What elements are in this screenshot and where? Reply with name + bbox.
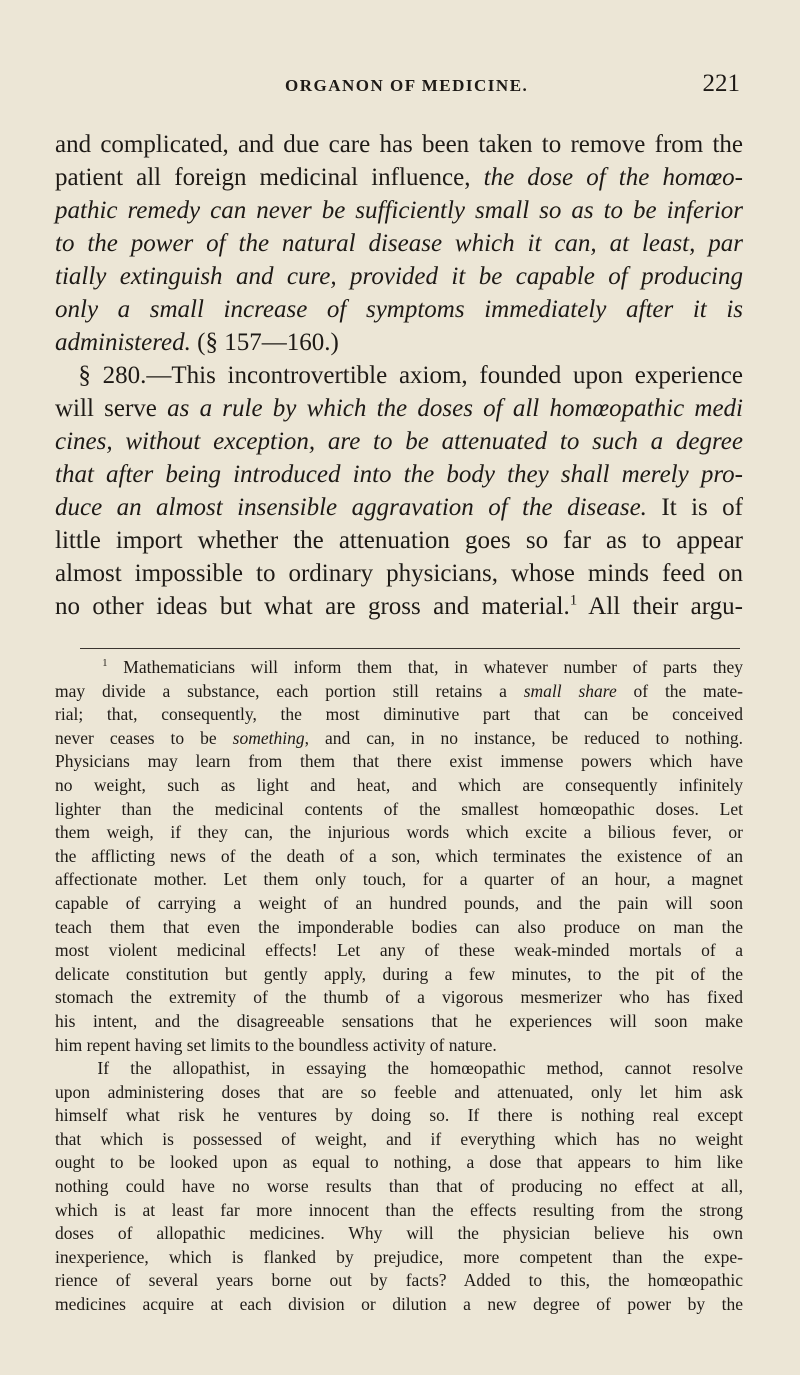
- main-text-line: § 280.—This incontrovertible axiom, founded upon experience: [55, 362, 743, 389]
- page-number: 221: [702, 70, 740, 97]
- footnote-line: may divide a substance, each portion still retains a small share of the mate-: [55, 680, 743, 701]
- main-text-line: only a small increase of symptoms immediately after it is: [55, 296, 743, 323]
- main-text-line: tially extinguish and cure, provided it be capable of producing: [55, 263, 743, 290]
- main-text-line: to the power of the natural disease which it can, at least, par: [55, 230, 743, 257]
- main-text-block: [55, 128, 743, 623]
- main-text-line: cines, without exception, are to be attenuated to such a degree: [55, 428, 743, 455]
- footnote-line: doses of allopathic medicines. Why will the physician believe his own: [55, 1223, 743, 1244]
- footnote-line: If the allopathist, in essaying the homœopathic method, cannot resolve: [55, 1058, 743, 1079]
- footnote-line: inexperience, which is flanked by prejudice, more competent than the expe-: [55, 1246, 743, 1267]
- running-head: ORGANON OF MEDICINE.: [285, 76, 529, 95]
- footnote-line: his intent, and the disagreeable sensations that he experiences will soon make: [55, 1010, 743, 1031]
- main-text-line: administered. (§ 157—160.): [55, 329, 339, 356]
- footnote-line: never ceases to be something, and can, in no instance, be reduced to nothing.: [55, 727, 744, 748]
- footnote-line: the afflicting news of the death of a son, which terminates the existence of an: [55, 845, 743, 866]
- footnote-line: medicines acquire at each division or dilution a new degree of power by the: [55, 1294, 743, 1315]
- footnote-line: rience of several years borne out by facts? Added to this, the homœopathic: [55, 1270, 743, 1291]
- footnote-line: delicate constitution but gently apply, during a few minutes, to the pit of the: [55, 963, 743, 984]
- footnote-block: [55, 656, 743, 1317]
- footnote-line: no weight, such as light and heat, and which are consequently infinitely: [55, 774, 743, 795]
- footnote-line: upon administering doses that are so feeble and attenuated, only let him ask: [55, 1081, 743, 1102]
- footnote-line: $^1$ Mathematicians will inform them that, in whatever number of parts they: [102, 657, 744, 677]
- footnote-line: capable of carrying a weight of an hundred pounds, and the pain will soon: [55, 892, 743, 913]
- main-text-line: pathic remedy can never be sufficiently small so as to be inferior: [55, 197, 743, 224]
- footnote-line: ought to be looked upon as equal to nothing, a dose that appears to him like: [55, 1152, 743, 1173]
- main-text-line: patient all foreign medicinal influence, the dose of the homœo-: [55, 164, 743, 191]
- main-text-line: no other ideas but what are gross and material.$^1$ All their argu-: [55, 592, 743, 620]
- footnote-line: affectionate mother. Let them only touch, for a quarter of an hour, a magnet: [55, 869, 743, 890]
- footnote-line: nothing could have no worse results than that of producing no effect at all,: [55, 1176, 743, 1197]
- footnote-line: himself what risk he ventures by doing so. If there is nothing real except: [55, 1105, 743, 1126]
- footnote-line: which is at least far more innocent than the effects resulting from the strong: [55, 1199, 743, 1220]
- main-text-line: little import whether the attenuation goes so far as to appear: [55, 527, 743, 554]
- footnote-line: them weigh, if they can, the injurious words which excite a bilious fever, or: [55, 822, 743, 843]
- main-text-line: and complicated, and due care has been taken to remove from the: [55, 131, 743, 158]
- footnote-line: rial; that, consequently, the most diminutive part that can be conceived: [55, 704, 743, 725]
- footnote-line: most violent medicinal effects! Let any of these weak-minded mortals of a: [55, 940, 743, 961]
- footnote-line: that which is possessed of weight, and if everything which has no weight: [55, 1128, 743, 1149]
- main-text-line: duce an almost insensible aggravation of the disease. It is of: [55, 494, 744, 521]
- main-text-line: will serve as a rule by which the doses of all homœopathic medi: [55, 395, 743, 422]
- main-text-line: almost impossible to ordinary physicians, whose minds feed on: [55, 560, 743, 587]
- footnote-line: him repent having set limits to the boundless activity of nature.: [55, 1034, 497, 1055]
- footnote-divider: [80, 648, 740, 649]
- main-text-line: that after being introduced into the body they shall merely pro-: [55, 461, 743, 488]
- footnote-line: teach them that even the imponderable bodies can also produce on man the: [55, 916, 743, 937]
- footnote-line: lighter than the medicinal contents of the smallest homœopathic doses. Let: [55, 798, 743, 819]
- footnote-line: Physicians may learn from them that there exist immense powers which have: [55, 751, 743, 772]
- page-header: [55, 72, 740, 102]
- footnote-line: stomach the extremity of the thumb of a vigorous mesmerizer who has fixed: [55, 987, 743, 1008]
